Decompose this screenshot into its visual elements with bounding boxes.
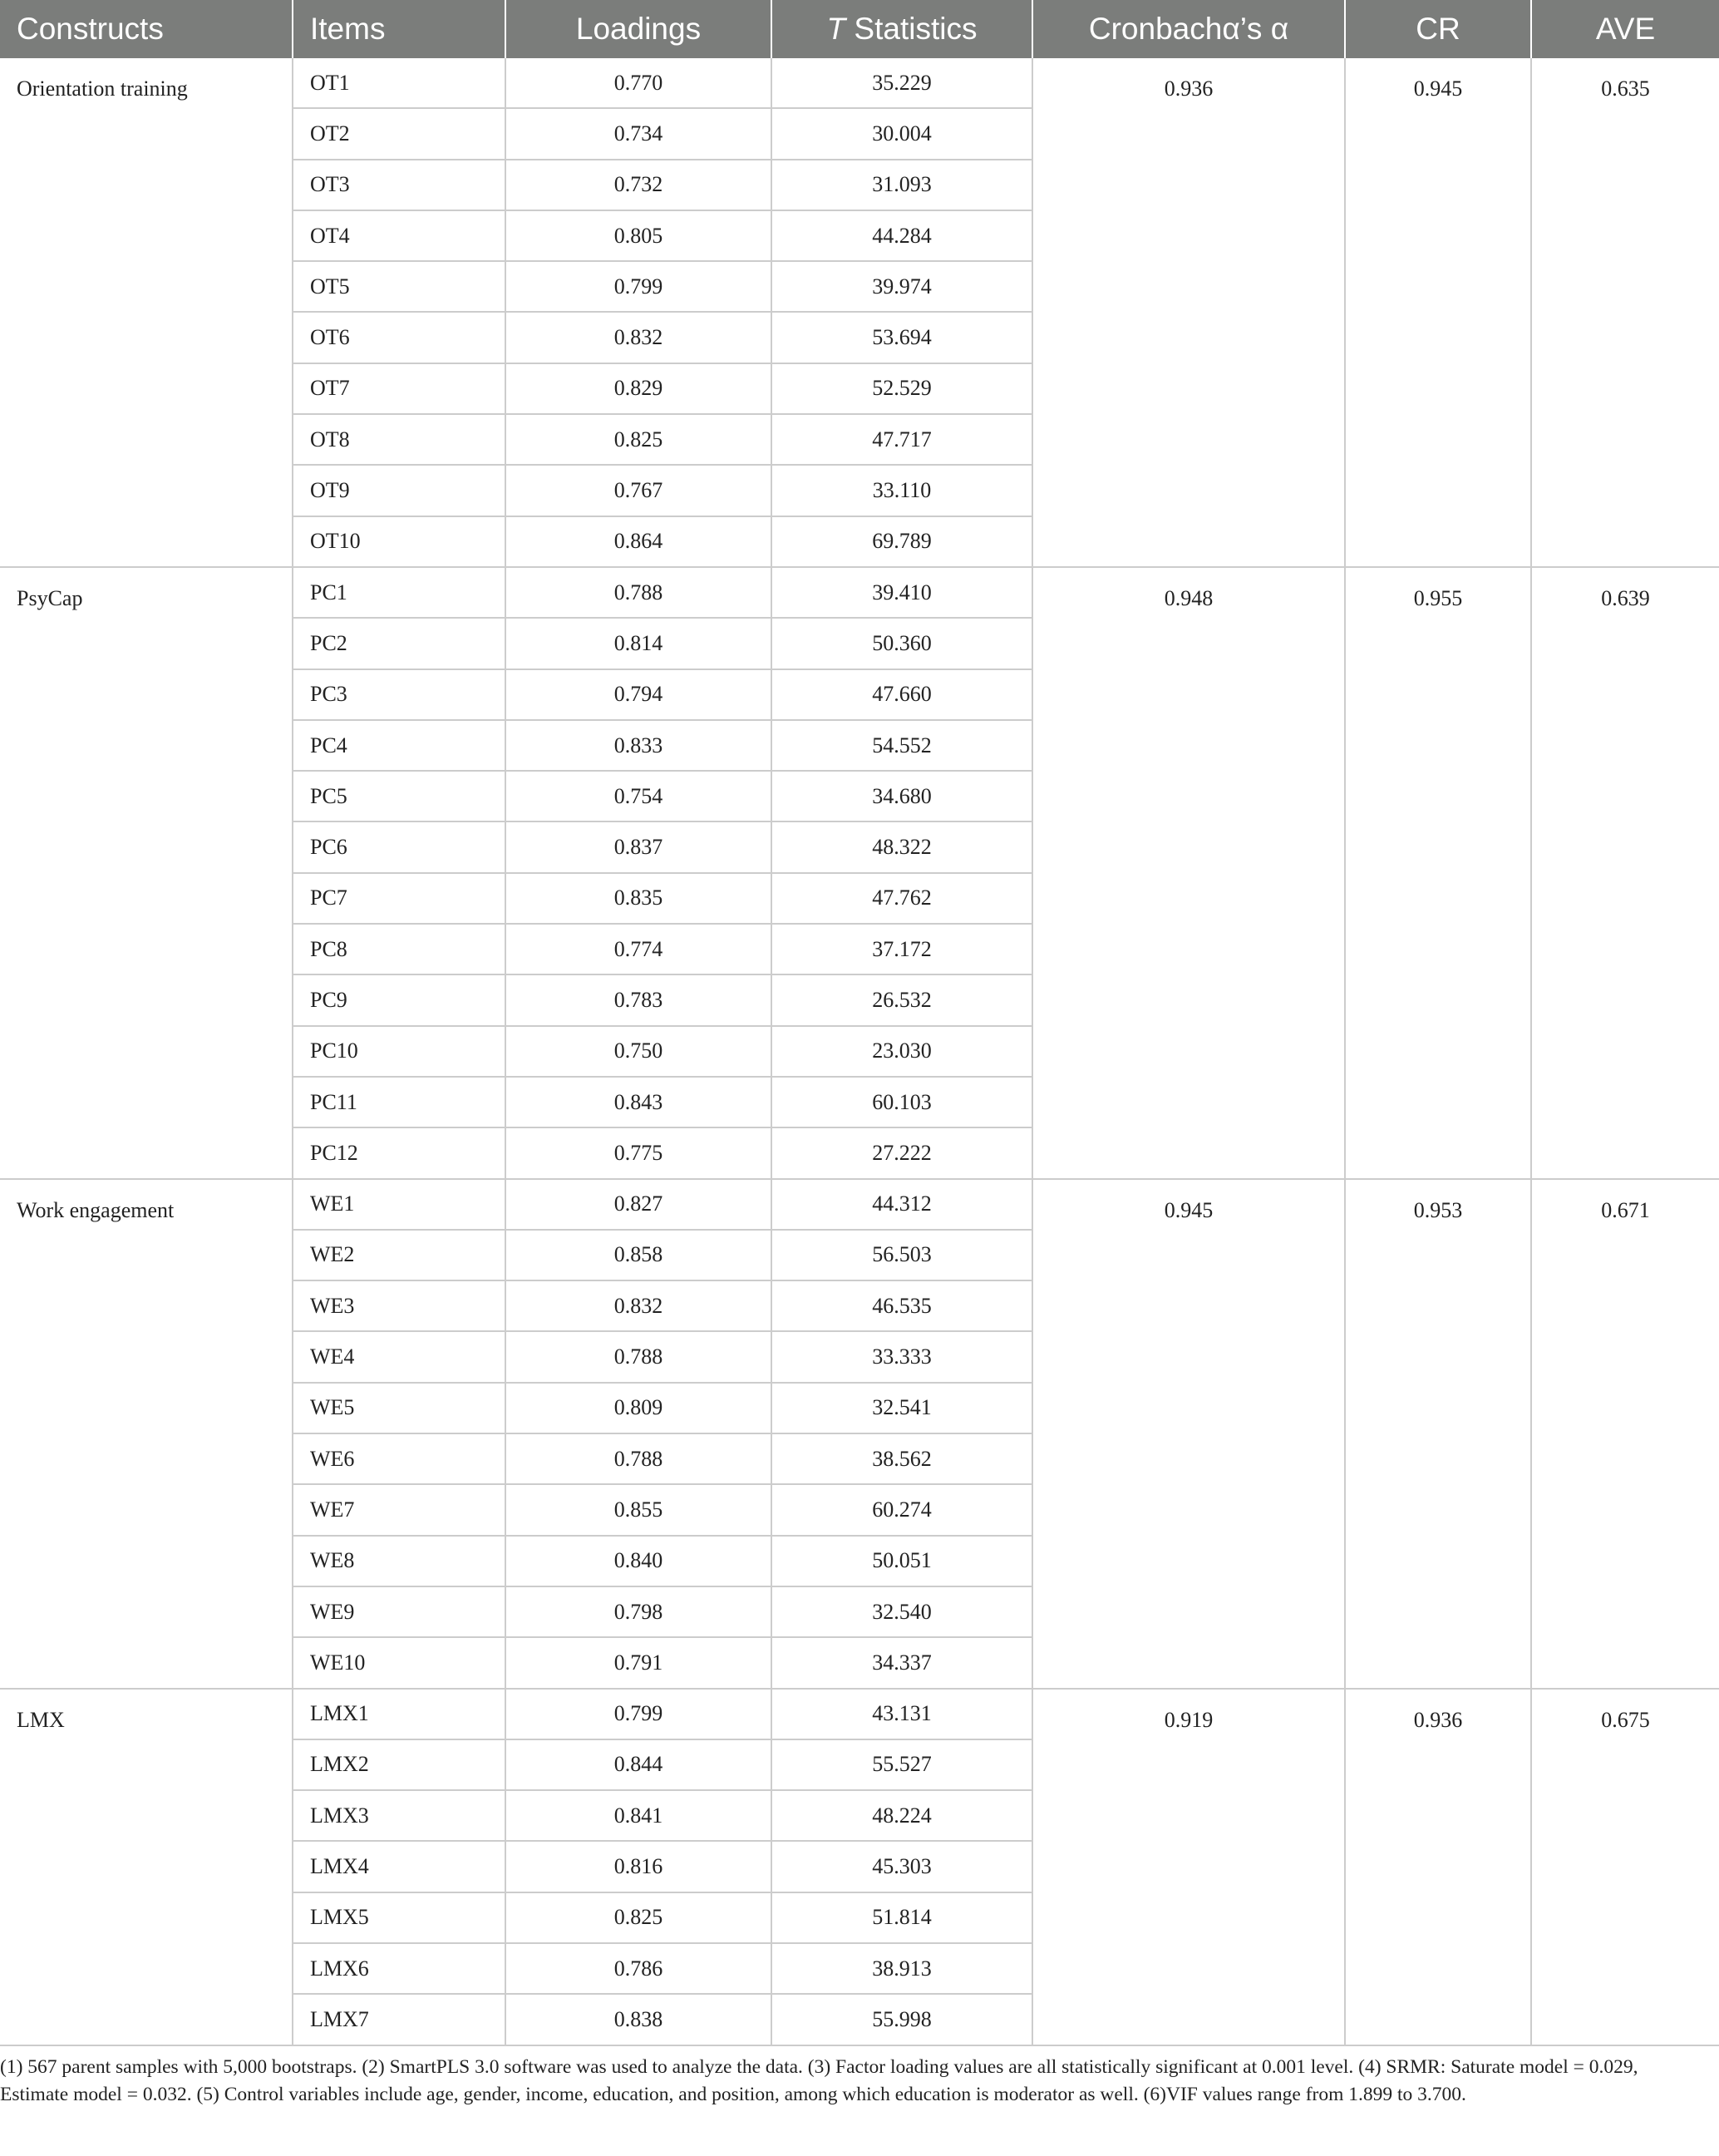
loading-value: 0.794: [505, 669, 771, 720]
item-code: PC2: [293, 618, 505, 669]
t-statistic-value: 30.004: [771, 108, 1032, 159]
header-cronbach-alpha: Cronbachα’s α: [1032, 0, 1345, 58]
item-code: LMX1: [293, 1689, 505, 1739]
t-statistic-value: 50.051: [771, 1536, 1032, 1586]
item-code: LMX7: [293, 1994, 505, 2045]
loading-value: 0.734: [505, 108, 771, 159]
loading-value: 0.767: [505, 465, 771, 516]
table-row: [0, 567, 1719, 618]
item-code: WE3: [293, 1280, 505, 1331]
table-row: [0, 1689, 1719, 1739]
loading-value: 0.843: [505, 1077, 771, 1127]
cr-value: 0.945: [1345, 58, 1531, 567]
cr-value: 0.953: [1345, 1179, 1531, 1689]
table-row: [0, 1179, 1719, 1230]
t-statistic-value: 39.410: [771, 567, 1032, 618]
t-statistic-value: 43.131: [771, 1689, 1032, 1739]
item-code: WE6: [293, 1433, 505, 1484]
ave-value: 0.635: [1531, 58, 1719, 567]
cronbach-alpha-value: 0.936: [1032, 58, 1345, 567]
item-code: OT10: [293, 516, 505, 567]
ave-value: 0.639: [1531, 567, 1719, 1179]
loading-value: 0.835: [505, 873, 771, 924]
t-statistic-value: 54.552: [771, 720, 1032, 771]
construct-name: Orientation training: [0, 58, 293, 567]
header-t-letter: T: [826, 12, 846, 46]
header-row: [0, 0, 1719, 58]
item-code: OT8: [293, 414, 505, 465]
loading-value: 0.816: [505, 1841, 771, 1892]
header-cr: CR: [1345, 0, 1531, 58]
cr-value: 0.936: [1345, 1689, 1531, 2045]
cronbach-alpha-value: 0.919: [1032, 1689, 1345, 2045]
loading-value: 0.775: [505, 1127, 771, 1178]
cronbach-alpha-value: 0.945: [1032, 1179, 1345, 1689]
t-statistic-value: 69.789: [771, 516, 1032, 567]
t-statistic-value: 47.717: [771, 414, 1032, 465]
t-statistic-value: 34.680: [771, 771, 1032, 821]
item-code: PC10: [293, 1026, 505, 1077]
loading-value: 0.814: [505, 618, 771, 669]
t-statistic-value: 39.974: [771, 261, 1032, 312]
construct-name: PsyCap: [0, 567, 293, 1179]
item-code: WE2: [293, 1230, 505, 1280]
item-code: LMX5: [293, 1892, 505, 1943]
item-code: WE5: [293, 1383, 505, 1433]
loading-value: 0.864: [505, 516, 771, 567]
t-statistic-value: 44.312: [771, 1179, 1032, 1230]
loading-value: 0.833: [505, 720, 771, 771]
ave-value: 0.671: [1531, 1179, 1719, 1689]
item-code: WE1: [293, 1179, 505, 1230]
loading-value: 0.809: [505, 1383, 771, 1433]
loading-value: 0.750: [505, 1026, 771, 1077]
loading-value: 0.798: [505, 1586, 771, 1637]
item-code: OT1: [293, 58, 505, 108]
loading-value: 0.844: [505, 1739, 771, 1790]
loading-value: 0.774: [505, 924, 771, 974]
t-statistic-value: 26.532: [771, 974, 1032, 1025]
t-statistic-value: 47.660: [771, 669, 1032, 720]
item-code: WE8: [293, 1536, 505, 1586]
loading-value: 0.827: [505, 1179, 771, 1230]
item-code: PC5: [293, 771, 505, 821]
item-code: OT7: [293, 363, 505, 414]
loading-value: 0.832: [505, 312, 771, 363]
t-statistic-value: 53.694: [771, 312, 1032, 363]
t-statistic-value: 37.172: [771, 924, 1032, 974]
header-constructs: Constructs: [0, 0, 293, 58]
t-statistic-value: 50.360: [771, 618, 1032, 669]
loading-value: 0.825: [505, 414, 771, 465]
t-statistic-value: 38.913: [771, 1943, 1032, 1994]
ave-value: 0.675: [1531, 1689, 1719, 2045]
item-code: LMX2: [293, 1739, 505, 1790]
loading-value: 0.855: [505, 1484, 771, 1535]
item-code: OT9: [293, 465, 505, 516]
loading-value: 0.788: [505, 1433, 771, 1484]
loading-value: 0.770: [505, 58, 771, 108]
t-statistic-value: 33.110: [771, 465, 1032, 516]
table-row: [0, 58, 1719, 108]
t-statistic-value: 32.541: [771, 1383, 1032, 1433]
construct-name: LMX: [0, 1689, 293, 2045]
t-statistic-value: 60.103: [771, 1077, 1032, 1127]
loading-value: 0.791: [505, 1637, 771, 1688]
header-t-statistics: [771, 0, 1032, 58]
loading-value: 0.840: [505, 1536, 771, 1586]
item-code: LMX3: [293, 1790, 505, 1841]
item-code: PC7: [293, 873, 505, 924]
item-code: OT2: [293, 108, 505, 159]
t-statistic-value: 55.998: [771, 1994, 1032, 2045]
item-code: WE7: [293, 1484, 505, 1535]
loading-value: 0.783: [505, 974, 771, 1025]
item-code: OT3: [293, 160, 505, 210]
t-statistic-value: 60.274: [771, 1484, 1032, 1535]
t-statistic-value: 48.322: [771, 821, 1032, 872]
t-statistic-value: 56.503: [771, 1230, 1032, 1280]
t-statistic-value: 51.814: [771, 1892, 1032, 1943]
table-footnote: (1) 567 parent samples with 5,000 bootstraps. (2) SmartPLS 3.0 software was used to analyze the data. (3) Factor loading values are all statistically significant at 0.001 level. (4) SRMR: Saturate model = 0.029, Estimate model = 0.032. (5) Control variables include age, gender, income, education, and position, among which education is moderator as well. (6)VIF values range from 1.899 to 3.700.: [0, 2056, 1638, 2105]
item-code: PC1: [293, 567, 505, 618]
item-code: PC3: [293, 669, 505, 720]
loading-value: 0.832: [505, 1280, 771, 1331]
t-statistic-value: 33.333: [771, 1331, 1032, 1382]
construct-name: Work engagement: [0, 1179, 293, 1689]
cr-value: 0.955: [1345, 567, 1531, 1179]
item-code: LMX4: [293, 1841, 505, 1892]
item-code: WE4: [293, 1331, 505, 1382]
item-code: OT6: [293, 312, 505, 363]
t-statistic-value: 32.540: [771, 1586, 1032, 1637]
header-items: Items: [293, 0, 505, 58]
item-code: OT5: [293, 261, 505, 312]
loading-value: 0.732: [505, 160, 771, 210]
header-loadings: Loadings: [505, 0, 771, 58]
t-statistic-value: 47.762: [771, 873, 1032, 924]
loading-value: 0.837: [505, 821, 771, 872]
loading-value: 0.841: [505, 1790, 771, 1841]
item-code: PC6: [293, 821, 505, 872]
loading-value: 0.788: [505, 1331, 771, 1382]
t-statistic-value: 31.093: [771, 160, 1032, 210]
t-statistic-value: 38.562: [771, 1433, 1032, 1484]
header-ave: AVE: [1531, 0, 1719, 58]
t-statistic-value: 35.229: [771, 58, 1032, 108]
t-statistic-value: 55.527: [771, 1739, 1032, 1790]
t-statistic-value: 52.529: [771, 363, 1032, 414]
header-t-rest: Statistics: [845, 12, 978, 46]
item-code: WE9: [293, 1586, 505, 1637]
loading-value: 0.825: [505, 1892, 771, 1943]
item-code: PC12: [293, 1127, 505, 1178]
loading-value: 0.799: [505, 1689, 771, 1739]
t-statistic-value: 45.303: [771, 1841, 1032, 1892]
item-code: LMX6: [293, 1943, 505, 1994]
t-statistic-value: 23.030: [771, 1026, 1032, 1077]
loading-value: 0.786: [505, 1943, 771, 1994]
loading-value: 0.829: [505, 363, 771, 414]
table-body: [0, 58, 1719, 2045]
item-code: WE10: [293, 1637, 505, 1688]
t-statistic-value: 34.337: [771, 1637, 1032, 1688]
cronbach-alpha-value: 0.948: [1032, 567, 1345, 1179]
item-code: OT4: [293, 210, 505, 261]
t-statistic-value: 46.535: [771, 1280, 1032, 1331]
t-statistic-value: 44.284: [771, 210, 1032, 261]
item-code: PC11: [293, 1077, 505, 1127]
loading-value: 0.838: [505, 1994, 771, 2045]
t-statistic-value: 27.222: [771, 1127, 1032, 1178]
item-code: PC4: [293, 720, 505, 771]
loading-value: 0.805: [505, 210, 771, 261]
item-code: PC9: [293, 974, 505, 1025]
item-code: PC8: [293, 924, 505, 974]
t-statistic-value: 48.224: [771, 1790, 1032, 1841]
loading-value: 0.858: [505, 1230, 771, 1280]
loading-value: 0.754: [505, 771, 771, 821]
loading-value: 0.788: [505, 567, 771, 618]
loading-value: 0.799: [505, 261, 771, 312]
